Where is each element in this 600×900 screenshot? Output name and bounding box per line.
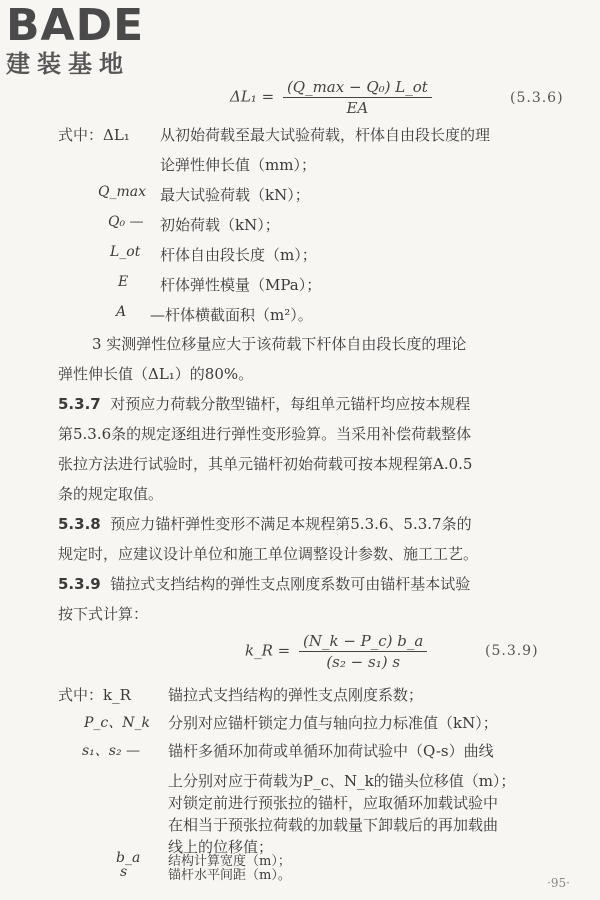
sec-5-3-7-line-0 xyxy=(58,394,470,414)
equation-5-3-9 xyxy=(245,632,431,671)
def2-term-1: P_c、N_k xyxy=(84,715,150,731)
def2-desc-7: 结构计算宽度（m）； xyxy=(168,854,291,869)
sec-5-3-9-line-1: 按下式计算： xyxy=(58,605,149,623)
eq1-numerator: (Q_max − Q₀) L_ot xyxy=(283,78,432,98)
def2-desc-4: 对锁定前进行预张拉的锚杆，应取循环加载试验中 xyxy=(168,794,499,812)
def1-term-4: L_ot xyxy=(110,244,141,260)
sec-5-3-9-number: 5.3.9 xyxy=(58,575,101,593)
logo-subtitle: 建装基地 xyxy=(6,50,130,78)
sec-5-3-8-line-1: 规定时，应建议设计单位和施工单位调整设计参数、施工工艺。 xyxy=(58,545,479,563)
def1-term-3: Q₀ — xyxy=(108,214,144,230)
sec-5-3-7-line-3: 条的规定取值。 xyxy=(58,485,164,503)
def2-desc-5: 在相当于预张拉荷载的加载量下卸载后的再加载曲 xyxy=(168,816,499,834)
def2-desc-8: 锚杆水平间距（m）。 xyxy=(168,868,291,883)
def2-desc-3: 上分别对应于荷载为P_c、N_k的锚头位移值（m）； xyxy=(168,772,516,790)
equation-5-3-6 xyxy=(230,78,436,117)
logo xyxy=(6,2,176,78)
def2-term-7: b_a xyxy=(116,850,141,866)
eq2-denominator: (s₂ − s₁) s xyxy=(326,653,401,671)
eq2-lhs: k_R = xyxy=(245,641,291,660)
para3-line-0: 3 实测弹性位移量应大于该荷载下杆体自由段长度的理论 xyxy=(92,335,467,353)
eq1-denominator: EA xyxy=(346,99,369,117)
def1-desc-1: 论弹性伸长值（mm）； xyxy=(160,156,316,174)
def1-desc-4: 杆体自由段长度（m）； xyxy=(160,246,317,264)
sec-5-3-7-text-0: 对预应力荷载分散型锚杆，每组单元锚杆均应按本规程 xyxy=(110,395,471,413)
def2-term-0: 式中：k_R xyxy=(58,686,131,704)
sec-5-3-8-number: 5.3.8 xyxy=(58,515,101,533)
para3-line-1: 弹性伸长值（ΔL₁）的80%。 xyxy=(58,365,254,383)
def1-term-2: Q_max xyxy=(98,184,146,200)
def2-term-2: s₁、s₂ — xyxy=(82,743,141,759)
sec-5-3-8-text-0: 预应力锚杆弹性变形不满足本规程第5.3.6、5.3.7条的 xyxy=(110,515,472,533)
sec-5-3-8-line-0 xyxy=(58,514,472,534)
eq1-number: (5.3.6) xyxy=(510,90,564,106)
def1-term-6: A xyxy=(116,304,127,320)
def1-desc-2: 最大试验荷载（kN）； xyxy=(160,186,310,204)
sec-5-3-7-line-1: 第5.3.6条的规定逐组进行弹性变形验算。当采用补偿荷载整体 xyxy=(58,425,472,443)
sec-5-3-9-text-0: 锚拉式支挡结构的弹性支点刚度系数可由锚杆基本试验 xyxy=(110,575,471,593)
def2-desc-0: 锚拉式支挡结构的弹性支点刚度系数； xyxy=(168,686,424,704)
sec-5-3-9-line-0 xyxy=(58,574,470,594)
def1-term-5: E xyxy=(118,274,129,290)
logo-brand: BADE xyxy=(6,0,145,51)
def2-desc-6: 线上的位移值； xyxy=(168,838,274,856)
eq1-lhs: ΔL₁ = xyxy=(230,87,275,106)
def2-term-8: s xyxy=(120,864,128,880)
eq2-numerator: (N_k − P_c) b_a xyxy=(299,632,427,652)
def2-desc-2: 锚杆多循环加荷或单循环加荷试验中（Q-s）曲线 xyxy=(168,742,494,760)
def1-desc-5: 杆体弹性模量（MPa）； xyxy=(160,276,322,294)
def1-term-0: 式中：ΔL₁ xyxy=(58,126,130,144)
def2-desc-1: 分别对应锚杆锁定力值与轴向拉力标准值（kN）； xyxy=(168,714,498,732)
sec-5-3-7-line-2: 张拉方法进行试验时，其单元锚杆初始荷载可按本规程第A.0.5 xyxy=(58,455,473,473)
page-number: ·95· xyxy=(547,876,570,890)
eq2-number: (5.3.9) xyxy=(485,643,539,659)
def1-desc-6: —杆体横截面积（m²）。 xyxy=(150,306,313,324)
def1-desc-0: 从初始荷载至最大试验荷载，杆体自由段长度的理 xyxy=(160,126,491,144)
def1-desc-3: 初始荷载（kN）； xyxy=(160,216,280,234)
sec-5-3-7-number: 5.3.7 xyxy=(58,395,101,413)
